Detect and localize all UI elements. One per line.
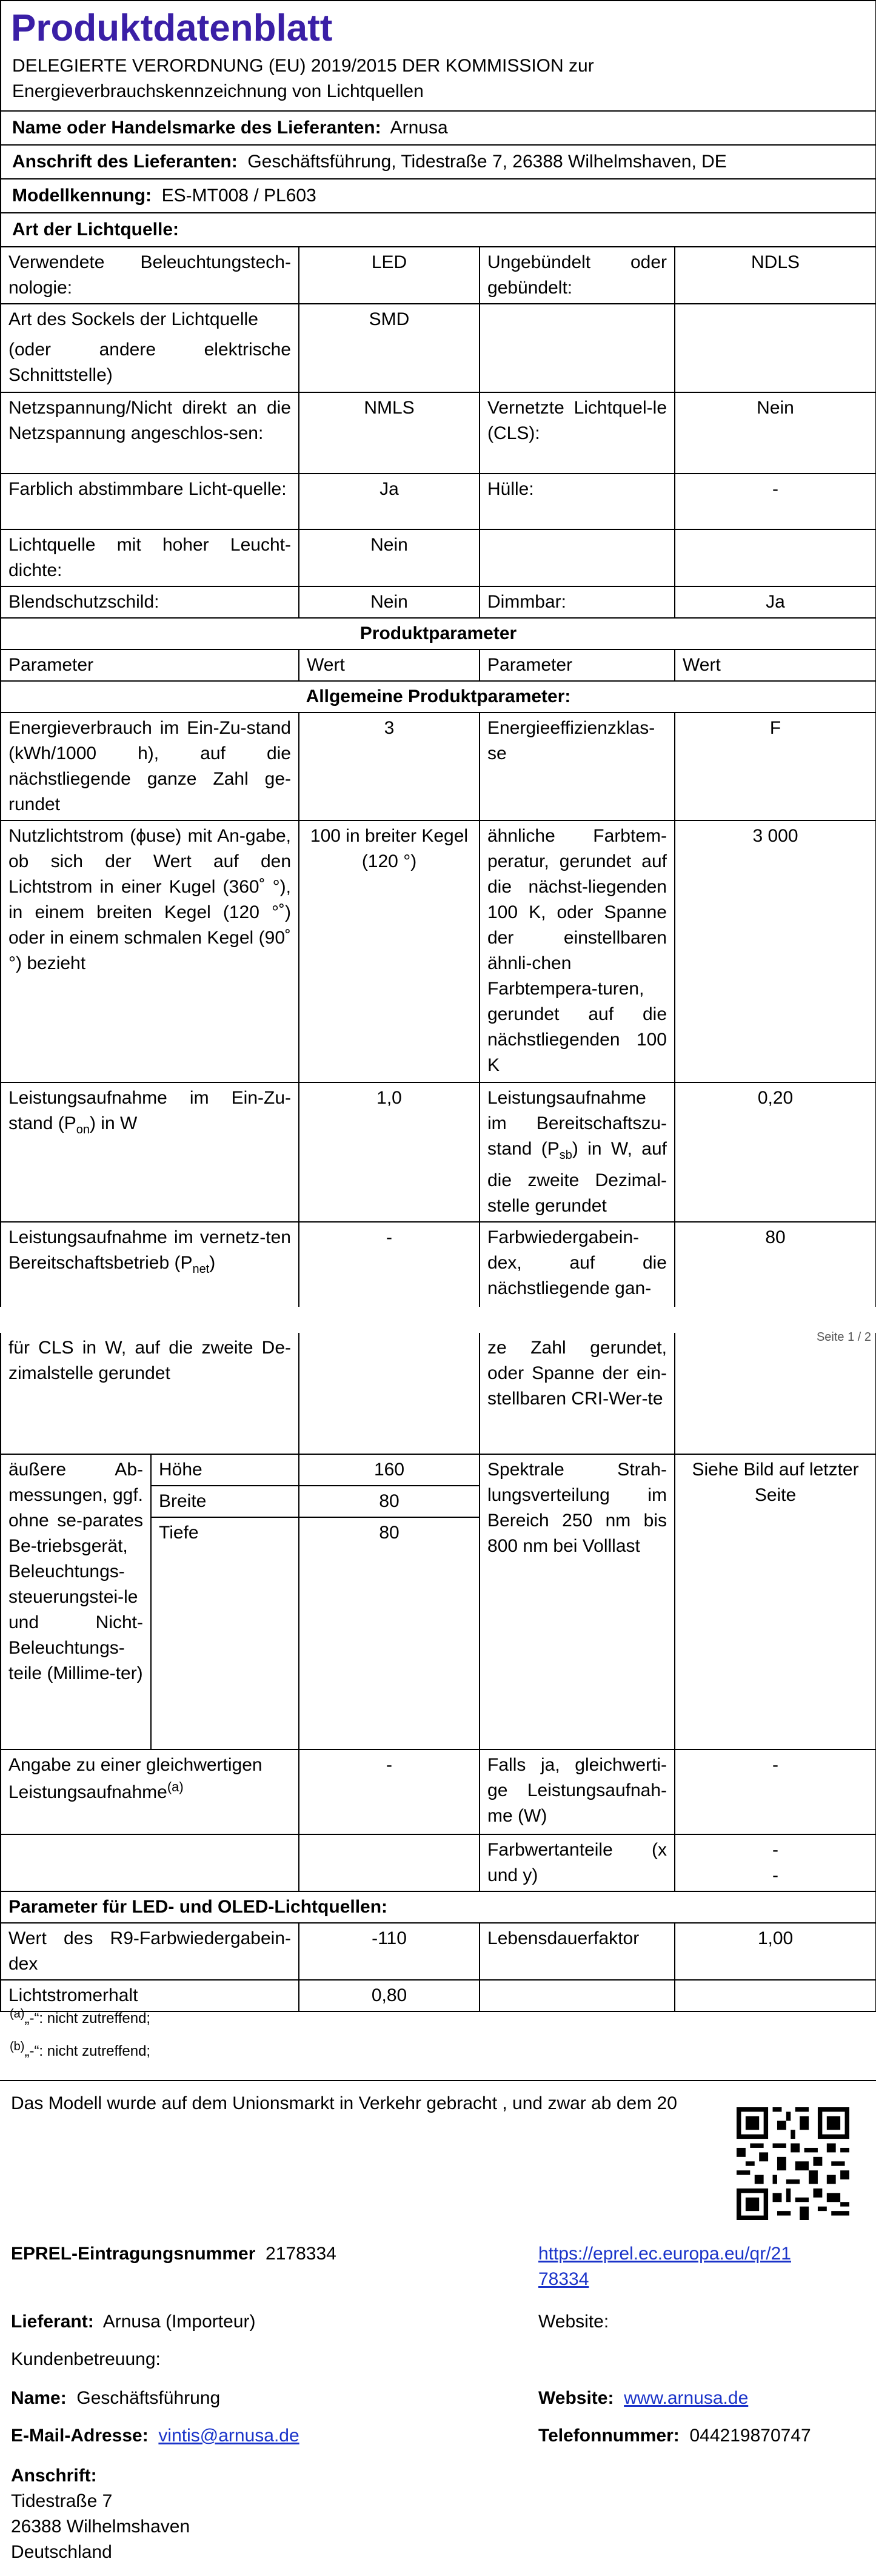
param-label-line: Art des Sockels der Lichtquelle — [8, 309, 258, 329]
customer-service-label: Kundenbetreuung: — [11, 2349, 161, 2369]
footnote-text: „-“: nicht zutreffend; — [24, 2043, 151, 2059]
param-value — [299, 1333, 480, 1454]
column-header: Wert — [675, 649, 876, 681]
param-label: ze Zahl gerundet, oder Spanne der ein-stellbaren CRI-Wer-te — [480, 1333, 675, 1454]
general-params-heading: Allgemeine Produktparameter: — [1, 681, 876, 713]
param-value: - — [299, 1222, 480, 1307]
param-label: ähnliche Farbtem-peratur, gerundet auf die nächst-liegenden 100 K, oder Spanne der einstellbaren ähnli-chen Farbtempera-turen, gerundet auf die nächstliegenden 100 K — [480, 820, 675, 1082]
param-value: - — [675, 1749, 876, 1834]
param-value: -110 — [299, 1923, 480, 1980]
footnote-ref: (a) — [167, 1779, 184, 1794]
param-label-text: ) in W — [89, 1113, 138, 1133]
light-source-type-heading: Art der Lichtquelle: — [1, 213, 876, 247]
dimension-value: 160 — [299, 1454, 480, 1486]
param-value: - — [299, 1749, 480, 1834]
table-row — [1, 586, 876, 618]
param-value: 3 000 — [675, 820, 876, 1082]
param-label: Lichtstromerhalt — [1, 1980, 299, 2011]
led-params-heading: Parameter für LED- und OLED-Lichtquellen: — [1, 1891, 876, 1923]
empty-cell — [299, 1834, 480, 1891]
empty-cell — [299, 1548, 480, 1749]
dimension-value: 80 — [299, 1486, 480, 1517]
supplier-row — [11, 2309, 496, 2335]
name-value: Geschäftsführung — [76, 2388, 221, 2408]
param-value: 0,80 — [299, 1980, 480, 2011]
eprel-row — [11, 2241, 496, 2267]
supplier-name-label: Name oder Handelsmarke des Lieferanten: — [12, 118, 381, 138]
param-value: Nein — [299, 586, 480, 618]
supplier-name-value: Arnusa — [390, 118, 448, 138]
dimension-name: Tiefe — [151, 1517, 299, 1548]
param-value: LED — [299, 247, 480, 304]
param-value — [675, 1333, 876, 1454]
chroma-x: - — [772, 1840, 779, 1860]
param-value: Nein — [675, 392, 876, 474]
param-label — [1, 1082, 299, 1222]
param-value — [675, 304, 876, 392]
param-value: NMLS — [299, 392, 480, 474]
footer-divider — [0, 2080, 876, 2081]
param-label — [1, 304, 299, 392]
param-label: Wert des R9-Farbwiedergabein-dex — [1, 1923, 299, 1980]
param-value: Ja — [299, 474, 480, 529]
section-heading-row — [1, 681, 876, 713]
supplier-address-value: Geschäftsführung, Tidestraße 7, 26388 Wilhelmshaven, DE — [247, 152, 727, 172]
param-value: F — [675, 713, 876, 820]
param-label: Energieverbrauch im Ein-Zu-stand (kWh/1000 h), auf die nächstliegende ganze Zahl ge-rundet — [1, 713, 299, 820]
email-link[interactable]: vintis@arnusa.de — [158, 2426, 299, 2446]
footnote-text: „-“: nicht zutreffend; — [24, 2010, 151, 2027]
page-title: Produktdatenblatt — [11, 7, 333, 49]
param-value: - — [675, 474, 876, 529]
param-label: Verwendete Beleuchtungstech-nologie: — [1, 247, 299, 304]
param-label-text: Angabe zu einer gleichwertigen Leistungsaufnahme — [8, 1755, 262, 1802]
param-label-text: ) — [209, 1253, 216, 1273]
eprel-link[interactable] — [538, 2241, 854, 2292]
footnote-mark: (a) — [10, 2007, 25, 2021]
supplier-name-row — [1, 111, 876, 145]
column-header: Parameter — [1, 649, 299, 681]
datasheet-table-page2 — [0, 1333, 876, 2012]
supplier-address-row — [1, 145, 876, 179]
param-label: Lebensdauerfaktor — [480, 1923, 675, 1980]
table-row — [1, 1834, 876, 1891]
subscript: sb — [559, 1149, 572, 1162]
model-label: Modellkennung: — [12, 186, 152, 206]
address-block — [11, 2463, 496, 2565]
website2-row — [538, 2386, 854, 2411]
param-label — [480, 1980, 675, 2011]
eprel-link-line[interactable]: 78334 — [538, 2269, 589, 2289]
param-label-text: ) in W, auf die zweite Dezimal-stelle gerundet — [487, 1139, 667, 1216]
param-label: Farbwertanteile (x und y) — [480, 1834, 675, 1891]
market-text: Das Modell wurde auf dem Unionsmarkt in Verkehr gebracht , und zwar ab dem 20 — [11, 2093, 677, 2113]
footnote — [10, 2033, 150, 2065]
param-label — [1, 1222, 299, 1307]
param-value: 1,00 — [675, 1923, 876, 1980]
subscript: on — [76, 1123, 90, 1136]
table-row — [1, 1454, 876, 1486]
website-link[interactable]: www.arnusa.de — [624, 2388, 749, 2408]
table-row — [1, 820, 876, 1082]
section-heading-row — [1, 1891, 876, 1923]
table-row — [1, 1333, 876, 1454]
param-value: 3 — [299, 713, 480, 820]
qr-code-icon — [737, 2107, 849, 2220]
param-label: Vernetzte Lichtquel-le (CLS): — [480, 392, 675, 474]
param-value: Siehe Bild auf letzter Seite — [675, 1454, 876, 1749]
footnote-mark: (b) — [10, 2040, 25, 2053]
param-label: Farblich abstimmbare Licht-quelle: — [1, 474, 299, 529]
eprel-number: 2178334 — [266, 2244, 336, 2264]
supplier-address-label: Anschrift des Lieferanten: — [12, 152, 238, 172]
column-header: Wert — [299, 649, 480, 681]
phone-label: Telefonnummer: — [538, 2426, 680, 2446]
param-label: Netzspannung/Nicht direkt an die Netzspannung angeschlos-sen: — [1, 392, 299, 474]
param-value: SMD — [299, 304, 480, 392]
param-label — [480, 1082, 675, 1222]
address-line: Tidestraße 7 — [11, 2491, 113, 2511]
empty-cell — [151, 1548, 299, 1749]
address-line: 26388 Wilhelmshaven — [11, 2517, 190, 2537]
dimension-name: Höhe — [151, 1454, 299, 1486]
header-cell — [1, 1, 876, 111]
footnote — [10, 2000, 150, 2033]
param-label — [1, 1749, 299, 1834]
table-row — [1, 1082, 876, 1222]
param-label: Dimmbar: — [480, 586, 675, 618]
footnotes — [10, 2000, 150, 2065]
param-label-text: Leistungsaufnahme im vernetz-ten Bereitschaftsbetrieb (P — [8, 1227, 291, 1273]
param-value: 1,0 — [299, 1082, 480, 1222]
column-header-row — [1, 649, 876, 681]
param-value — [675, 1834, 876, 1891]
dimension-name: Breite — [151, 1486, 299, 1517]
name-label: Name: — [11, 2388, 67, 2408]
regulation-text: DELEGIERTE VERORDNUNG (EU) 2019/2015 DER KOMMISSION zur Energieverbrauchskennzeichnung von Lichtquellen — [12, 56, 594, 101]
table-row — [1, 474, 876, 529]
param-label: Ungebündelt oder gebündelt: — [480, 247, 675, 304]
param-value — [675, 1980, 876, 2011]
section-heading-row — [1, 618, 876, 649]
product-params-heading: Produktparameter — [1, 618, 876, 649]
table-row — [1, 1749, 876, 1834]
table-row — [1, 1923, 876, 1980]
param-label: Nutzlichtstrom (ϕuse) mit An-gabe, ob sich der Wert auf den Lichtstrom in einer Kugel (360˚ °), in einem breiten Kegel (120 °˚) oder in einem schmalen Kegel (90˚ °) bezieht — [1, 820, 299, 1082]
param-label: Spektrale Strah-lungsverteilung im Bereich 250 nm bis 800 nm bei Volllast — [480, 1454, 675, 1749]
model-row — [1, 179, 876, 213]
param-label-text: Leistungsaufnahme im Bereitschaftszu-stand (P — [487, 1088, 667, 1159]
supplier-label: Lieferant: — [11, 2312, 94, 2332]
dimension-value: 80 — [299, 1517, 480, 1548]
param-value: NDLS — [675, 247, 876, 304]
email-label: E-Mail-Adresse: — [11, 2426, 149, 2446]
empty-cell — [1, 1834, 299, 1891]
param-label: Lichtquelle mit hoher Leucht-dichte: — [1, 529, 299, 586]
param-value: Nein — [299, 529, 480, 586]
param-label: für CLS in W, auf die zweite De-zimalstelle gerundet — [1, 1333, 299, 1454]
chroma-y: - — [772, 1865, 779, 1885]
eprel-label: EPREL-Eintragungsnummer — [11, 2244, 256, 2264]
param-label-text: Leistungsaufnahme im Ein-Zu-stand (P — [8, 1088, 291, 1133]
param-value: 0,20 — [675, 1082, 876, 1222]
param-value — [675, 529, 876, 586]
eprel-link-line[interactable]: https://eprel.ec.europa.eu/qr/21 — [538, 2244, 791, 2264]
email-row — [11, 2423, 496, 2449]
param-label: Hülle: — [480, 474, 675, 529]
address-label: Anschrift: — [11, 2466, 97, 2486]
param-label: Blendschutzschild: — [1, 586, 299, 618]
param-value: 80 — [675, 1222, 876, 1307]
page-number: Seite 1 / 2 — [816, 1330, 871, 1344]
phone-value: 044219870747 — [689, 2426, 811, 2446]
param-value: 100 in breiter Kegel (120 °) — [299, 820, 480, 1082]
address-line: Deutschland — [11, 2542, 112, 2562]
table-row — [1, 713, 876, 820]
website2-label: Website: — [538, 2388, 614, 2408]
table-row — [1, 1222, 876, 1307]
param-label: Falls ja, gleichwerti-ge Leistungsaufnah-me (W) — [480, 1749, 675, 1834]
supplier-value: Arnusa (Importeur) — [102, 2312, 256, 2332]
contact-name-row — [11, 2386, 496, 2411]
dimensions-label: äußere Ab-messungen, ggf. ohne se-parates Be-triebsgerät, Beleuchtungs-steuerungstei-le und Nicht-Beleuchtungs-teile (Millime-ter) — [1, 1454, 151, 1749]
table-row — [1, 392, 876, 474]
column-header: Parameter — [480, 649, 675, 681]
phone-row — [538, 2423, 866, 2449]
param-label: Energieeffizienzklas-se — [480, 713, 675, 820]
subscript: net — [192, 1263, 210, 1276]
param-label: Farbwiedergabein-dex, auf die nächstliegende gan- — [480, 1222, 675, 1307]
param-label — [480, 304, 675, 392]
website-label: Website: — [538, 2312, 609, 2332]
param-label — [480, 529, 675, 586]
model-value: ES-MT008 / PL603 — [161, 186, 316, 206]
param-label-line: (oder andere elektrische Schnittstelle) — [8, 340, 291, 385]
table-row — [1, 304, 876, 392]
param-value: Ja — [675, 586, 876, 618]
table-row — [1, 529, 876, 586]
table-row — [1, 247, 876, 304]
